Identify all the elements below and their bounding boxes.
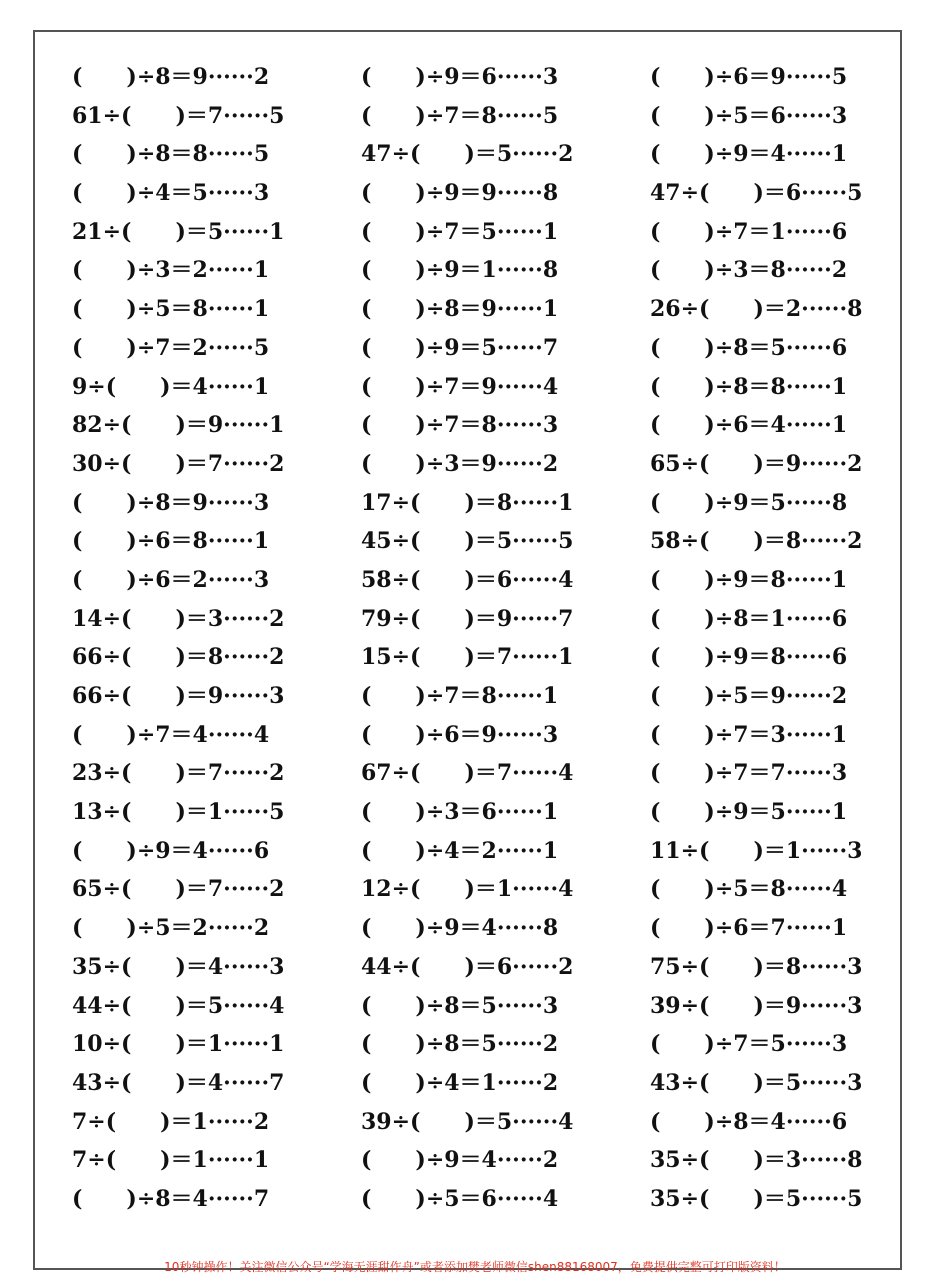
problem-item: 43÷( )＝4······7	[72, 1069, 285, 1096]
problem-item: ( )÷5＝8······4	[650, 876, 848, 903]
problem-item: ( )÷7＝8······1	[361, 683, 559, 709]
problem-item: ( )÷8＝4······7	[72, 1185, 270, 1212]
problem-item: ( )÷8＝9······1	[361, 296, 559, 323]
problem-item: ( )÷6＝4······1	[650, 412, 848, 439]
problem-item: 15÷( )＝7······1	[361, 644, 574, 671]
problem-item: ( )÷3＝9······2	[361, 450, 559, 477]
problem-item: ( )÷6＝2······3	[72, 566, 270, 593]
problem-item: 44÷( )＝6······2	[361, 953, 574, 980]
problem-item: ( )÷4＝1······2	[361, 1069, 559, 1096]
problem-item: ( )÷8＝5······3	[361, 992, 559, 1019]
problem-item: 65÷( )＝7······2	[72, 876, 285, 903]
problem-item: 66÷( )＝8······2	[72, 644, 285, 671]
problem-item: 10÷( )＝1······1	[72, 1031, 285, 1058]
problem-item: ( )÷7＝2······5	[72, 334, 270, 361]
problem-item: 30÷( )＝7······2	[72, 450, 285, 477]
problem-item: ( )÷8＝5······2	[361, 1031, 559, 1058]
problem-item: ( )÷9＝8······6	[650, 644, 848, 671]
problem-item: 47÷( )＝5······2	[361, 141, 574, 168]
problem-item: 61÷( )＝7······5	[72, 102, 285, 129]
problem-item: 39÷( )＝5······4	[361, 1108, 574, 1135]
problem-item: ( )÷5＝9······2	[650, 683, 848, 709]
problem-item: ( )÷3＝6······1	[361, 799, 559, 826]
problem-item: ( )÷8＝9······3	[72, 489, 270, 516]
problem-item: ( )÷7＝7······3	[650, 760, 848, 787]
problem-item: 7÷( )＝1······2	[72, 1108, 270, 1135]
problem-item: ( )÷8＝8······1	[650, 373, 848, 400]
problem-item: 9÷( )＝4······1	[72, 373, 270, 400]
problem-item: ( )÷5＝6······4	[361, 1185, 559, 1212]
problem-item: 58÷( )＝6······4	[361, 566, 574, 593]
problem-item: 58÷( )＝8······2	[650, 528, 863, 555]
problem-item: 65÷( )＝9······2	[650, 450, 863, 477]
problem-item: ( )÷7＝5······1	[361, 218, 559, 245]
problem-item: ( )÷5＝6······3	[650, 102, 848, 129]
problem-item: ( )÷7＝4······4	[72, 721, 270, 748]
problem-item: 26÷( )＝2······8	[650, 296, 863, 323]
problem-item: ( )÷9＝4······1	[650, 141, 848, 168]
problem-item: 67÷( )＝7······4	[361, 760, 574, 787]
problem-item: ( )÷3＝8······2	[650, 257, 848, 284]
problem-item: 13÷( )＝1······5	[72, 799, 285, 826]
problem-item: 35÷( )＝5······5	[650, 1185, 863, 1212]
problem-item: ( )÷6＝7······1	[650, 915, 848, 942]
problem-item: ( )÷5＝8······1	[72, 296, 270, 323]
problem-item: ( )÷7＝8······3	[361, 412, 559, 439]
problem-item: ( )÷6＝8······1	[72, 528, 270, 555]
problem-item: 75÷( )＝8······3	[650, 953, 863, 980]
problem-item: ( )÷8＝8······5	[72, 141, 270, 168]
problem-item: ( )÷7＝1······6	[650, 218, 848, 245]
problem-item: 45÷( )＝5······5	[361, 528, 574, 555]
problem-item: ( )÷4＝2······1	[361, 837, 559, 864]
problem-item: ( )÷8＝4······6	[650, 1108, 848, 1135]
problem-item: ( )÷7＝8······5	[361, 102, 559, 129]
problem-item: 14÷( )＝3······2	[72, 605, 285, 632]
problem-item: 43÷( )＝5······3	[650, 1069, 863, 1096]
problem-item: 44÷( )＝5······4	[72, 992, 285, 1019]
problem-item: 12÷( )＝1······4	[361, 876, 574, 903]
problem-item: ( )÷9＝6······3	[361, 64, 559, 90]
problem-item: ( )÷3＝2······1	[72, 257, 270, 284]
problem-item: 21÷( )＝5······1	[72, 218, 285, 245]
problem-column-3	[650, 58, 862, 1219]
problem-item: ( )÷8＝5······6	[650, 334, 848, 361]
problem-item: ( )÷9＝9······8	[361, 180, 559, 207]
problem-item: 35÷( )＝4······3	[72, 953, 285, 980]
problem-item: 82÷( )＝9······1	[72, 412, 285, 439]
problem-item: 7÷( )＝1······1	[72, 1147, 270, 1174]
problem-item: ( )÷6＝9······5	[650, 64, 848, 90]
problem-column-2	[361, 58, 573, 1219]
problem-item: ( )÷9＝5······1	[650, 799, 848, 826]
problem-item: 39÷( )＝9······3	[650, 992, 863, 1019]
footer-notice: 10秒钟操作！关注微信公众号“学海无涯甜作舟”或者添加樊老师微信shen88168007，免费提供完整可打印版资料！	[164, 1260, 786, 1274]
problem-item: ( )÷9＝4······2	[361, 1147, 559, 1174]
problem-item: 23÷( )＝7······2	[72, 760, 285, 787]
problem-item: ( )÷9＝8······1	[650, 566, 848, 593]
problem-item: 35÷( )＝3······8	[650, 1147, 863, 1174]
problem-item: ( )÷7＝3······1	[650, 721, 848, 748]
problem-item: ( )÷9＝4······8	[361, 915, 559, 942]
problem-item: ( )÷9＝4······6	[72, 837, 270, 864]
problem-item: ( )÷8＝9······2	[72, 64, 270, 90]
problem-item: ( )÷7＝5······3	[650, 1031, 848, 1058]
problem-item: ( )÷8＝1······6	[650, 605, 848, 632]
problem-item: 47÷( )＝6······5	[650, 180, 863, 207]
problem-item: ( )÷9＝5······7	[361, 334, 559, 361]
problem-item: ( )÷9＝1······8	[361, 257, 559, 284]
problem-item: 17÷( )＝8······1	[361, 489, 574, 516]
problem-item: 66÷( )＝9······3	[72, 683, 285, 709]
problem-item: 11÷( )＝1······3	[650, 837, 863, 864]
problem-item: ( )÷5＝2······2	[72, 915, 270, 942]
problem-column-1	[72, 58, 284, 1219]
problem-item: ( )÷4＝5······3	[72, 180, 270, 207]
problem-item: ( )÷7＝9······4	[361, 373, 559, 400]
problem-item: ( )÷9＝5······8	[650, 489, 848, 516]
problem-item: ( )÷6＝9······3	[361, 721, 559, 748]
problem-item: 79÷( )＝9······7	[361, 605, 574, 632]
